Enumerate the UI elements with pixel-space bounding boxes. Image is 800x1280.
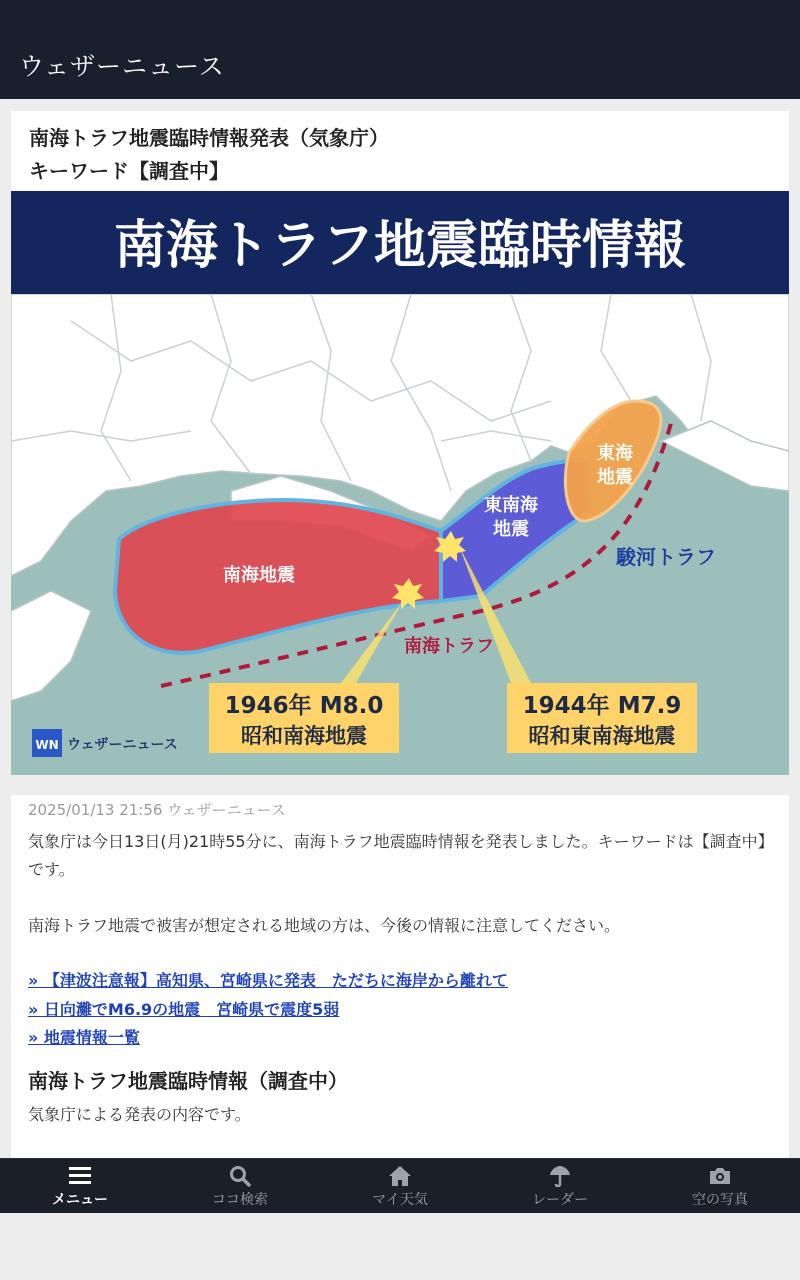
nav-menu[interactable] xyxy=(0,1159,160,1213)
nav-radar-label: レーダー xyxy=(532,1192,588,1208)
article-meta: 2025/01/13 21:56 ウェザーニュース xyxy=(28,801,286,819)
tokai-zone-label-2: 地震 xyxy=(597,467,633,488)
camera-icon xyxy=(708,1165,732,1187)
nav-search-label: ココ検索 xyxy=(212,1192,268,1208)
bottom-navigation xyxy=(0,1158,800,1213)
search-icon xyxy=(228,1165,252,1187)
home-icon xyxy=(388,1165,412,1187)
related-link-quake-list[interactable]: » 地震情報一覧 xyxy=(28,1028,140,1047)
quake-1944-line-1: 1944年 M7.9 xyxy=(522,693,682,719)
logo-text: ウェザーニュース xyxy=(67,737,178,753)
article-subheading: 南海トラフ地震臨時情報（調査中） xyxy=(28,1069,348,1093)
quake-1946-line-2: 昭和南海地震 xyxy=(241,724,367,748)
article-hero-image xyxy=(11,191,789,775)
nankai-trough-label: 南海トラフ xyxy=(404,636,494,657)
article-body-card xyxy=(11,795,789,1158)
nav-my-weather-label: マイ天気 xyxy=(372,1192,428,1208)
app-header xyxy=(0,0,800,99)
related-link-hyuganada[interactable]: » 日向灘でM6.9の地震 宮崎県で震度5弱 xyxy=(28,999,340,1019)
nav-my-weather[interactable] xyxy=(320,1159,480,1213)
article-subparagraph: 気象庁による発表の内容です。 xyxy=(28,1105,251,1124)
tonankai-zone-label-2: 地震 xyxy=(493,519,529,540)
banner-title: 南海トラフ地震臨時情報 xyxy=(113,216,687,276)
quake-1946-line-1: 1946年 M8.0 xyxy=(224,693,384,719)
tokai-zone-label-1: 東海 xyxy=(597,443,633,464)
nav-sky-photo-label: 空の写真 xyxy=(692,1192,748,1208)
article-paragraph-2: 南海トラフ地震で被害が想定される地域の方は、今後の情報に注意してください。 xyxy=(28,916,621,935)
nav-search[interactable] xyxy=(160,1159,320,1213)
app-title: ウェザーニュース xyxy=(19,52,225,81)
related-links xyxy=(28,967,508,1053)
nav-menu-label: メニュー xyxy=(52,1192,108,1208)
nankai-zone-label: 南海地震 xyxy=(223,565,295,586)
nav-sky-photo[interactable] xyxy=(640,1159,800,1213)
radar-icon xyxy=(548,1165,572,1187)
article-headline xyxy=(29,122,769,188)
svg-text:WN: WN xyxy=(35,738,59,752)
menu-icon xyxy=(68,1165,92,1187)
suruga-trough-label: 駿河トラフ xyxy=(616,545,716,569)
article-paragraph-1: 気象庁は今日13日(月)21時55分に、南海トラフ地震臨時情報を発表しました。キーワードは【調査中】です。 xyxy=(28,832,774,879)
nav-radar[interactable] xyxy=(480,1159,640,1213)
headline-line-1: 南海トラフ地震臨時情報発表（気象庁） xyxy=(29,126,389,150)
quake-1944-line-2: 昭和東南海地震 xyxy=(528,724,676,748)
system-bar-area xyxy=(0,1213,800,1280)
headline-card xyxy=(11,111,789,191)
related-link-tsunami[interactable]: » 【津波注意報】高知県、宮崎県に発表 ただちに海岸から離れて xyxy=(28,971,508,990)
headline-line-2: キーワード【調査中】 xyxy=(29,159,229,183)
tonankai-zone-label-1: 東南海 xyxy=(484,495,538,516)
